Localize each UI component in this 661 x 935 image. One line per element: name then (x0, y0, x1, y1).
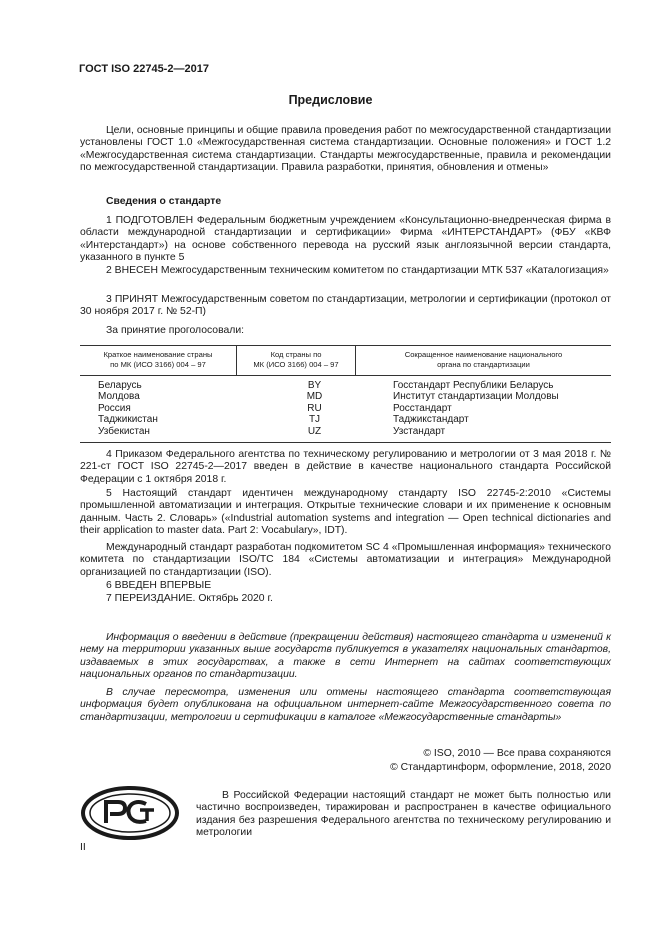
table-row (80, 414, 611, 425)
table-row (80, 426, 611, 437)
rst-logo (80, 785, 180, 846)
item-3: 3 ПРИНЯТ Межгосударственным советом по стандартизации, метрологии и сертификации (протокол от 30 ноября 2017 г. № 52-П) (80, 294, 611, 318)
item-5: 5 Настоящий стандарт идентичен международному стандарту ISO 22745-2:2010 «Системы промышленной автоматизации и интеграция. Открытые технические словари и их применение к основным данным. Часть 2. Словарь» («Industrial automation systems and integration — Open technical dictionaries and their application to master data. Part 2: Vocabulary», IDT). (80, 488, 611, 537)
country-cell: Беларусь (98, 380, 142, 391)
item-7: 7 ПЕРЕИЗДАНИЕ. Октябрь 2020 г. (106, 593, 273, 604)
copyright-standartinform: © Стандартинформ, оформление, 2018, 2020 (390, 762, 611, 773)
rf-notice: В Российской Федерации настоящий стандарт не может быть полностью или частично воспроизведен, тиражирован и распространен в качестве официального издания без разрешения Федерального агентства по техническому регулированию и метрологии (196, 790, 611, 839)
table-header-country: Краткое наименование страны по МК (ИСО 3166) 004 – 97 (103, 350, 213, 369)
item-6: 6 ВВЕДЕН ВПЕРВЫЕ (106, 580, 212, 591)
voted-label: За принятие проголосовали: (106, 325, 245, 336)
copyright-iso: © ISO, 2010 — Все права сохраняются (423, 748, 611, 759)
page-number: II (80, 842, 86, 853)
document-code: ГОСТ ISO 22745-2—2017 (79, 63, 209, 75)
code-cell: MD (306, 391, 323, 403)
intro-paragraph: Цели, основные принципы и общие правила проведения работ по межгосударственной стандартизации установлены ГОСТ 1.0 «Межгосударственная система стандартизации. Основные положения» и ГОСТ 1.2 «Межгосударственная система стандартизации. Стандарты межгосударственные, правила и рекомендации по межгосударственной стандартизации. Правила разработки, принятия, обновления и отмены» (80, 125, 611, 174)
body-cell: Институт стандартизации Молдовы (393, 391, 559, 403)
body-cell: Росстандарт (393, 402, 452, 414)
code-cell: RU (307, 402, 322, 414)
body-cell: Узстандарт (393, 425, 446, 437)
body-cell: Госстандарт Республики Беларусь (393, 380, 554, 391)
country-cell: Таджикистан (98, 414, 158, 426)
table-bottom-rule (80, 442, 611, 443)
code-cell: TJ (308, 414, 321, 426)
table-header-code: Код страны по МК (ИСО 3166) 004 – 97 (253, 350, 339, 369)
voting-table-body (80, 380, 611, 437)
item-4: 4 Приказом Федерального агентства по техническому регулированию и метрологии от 3 мая 2018 г. № 221-ст ГОСТ ISO 22745-2—2017 введен в действие в качестве национального стандарта Российской Федерации с 1 октября 2018 г. (80, 449, 611, 485)
country-cell: Россия (98, 402, 131, 414)
rst-logo-icon (80, 785, 180, 841)
table-row (80, 380, 611, 391)
country-cell: Молдова (98, 391, 140, 403)
table-header-body: Сокращенное наименование национального органа по стандартизации (404, 350, 563, 369)
item-5-note: Международный стандарт разработан подкомитетом SC 4 «Промышленная информация» технического комитета по стандартизации ISO/TC 184 «Системы автоматизации и интеграция» Международной организацией по стандартизации (ISO). (80, 542, 611, 578)
table-header-rule (80, 375, 611, 376)
code-cell: BY (307, 380, 322, 391)
code-cell: UZ (307, 425, 322, 437)
item-2: 2 ВНЕСЕН Межгосударственным техническим комитетом по стандартизации МТК 537 «Каталогизация» (106, 265, 609, 276)
body-cell: Таджикстандарт (393, 414, 469, 426)
table-row (80, 403, 611, 414)
table-row (80, 391, 611, 402)
notice-paragraph-1: Информация о введении в действие (прекращении действия) настоящего стандарта и изменений к нему на территории указанных выше государств публикуется в указателях национальных стандартов, издаваемых в этих государствах, а также в сети Интернет на сайтах соответствующих национальных органов по стандартизации. (80, 632, 611, 681)
item-1: 1 ПОДГОТОВЛЕН Федеральным бюджетным учреждением «Консультационно-внедренческая фирма в области международной стандартизации и сертификации» Фирма «ИНТЕРСТАНДАРТ» (ФБУ «КВФ «Интерстандарт») на основе собственного перевода на русский язык англоязычной версии стандарта, указанного в пункте 5 (80, 215, 611, 264)
copyright-block (300, 747, 611, 775)
section-heading: Сведения о стандарте (106, 196, 222, 207)
country-cell: Узбекистан (98, 425, 150, 437)
notice-paragraph-2: В случае пересмотра, изменения или отмены настоящего стандарта соответствующая информация будет опубликована на официальном интернет-сайте Межгосударственного совета по стандартизации, метрологии и сертификации в каталоге «Межгосударственные стандарты» (80, 687, 611, 723)
page-title: Предисловие (288, 93, 373, 107)
